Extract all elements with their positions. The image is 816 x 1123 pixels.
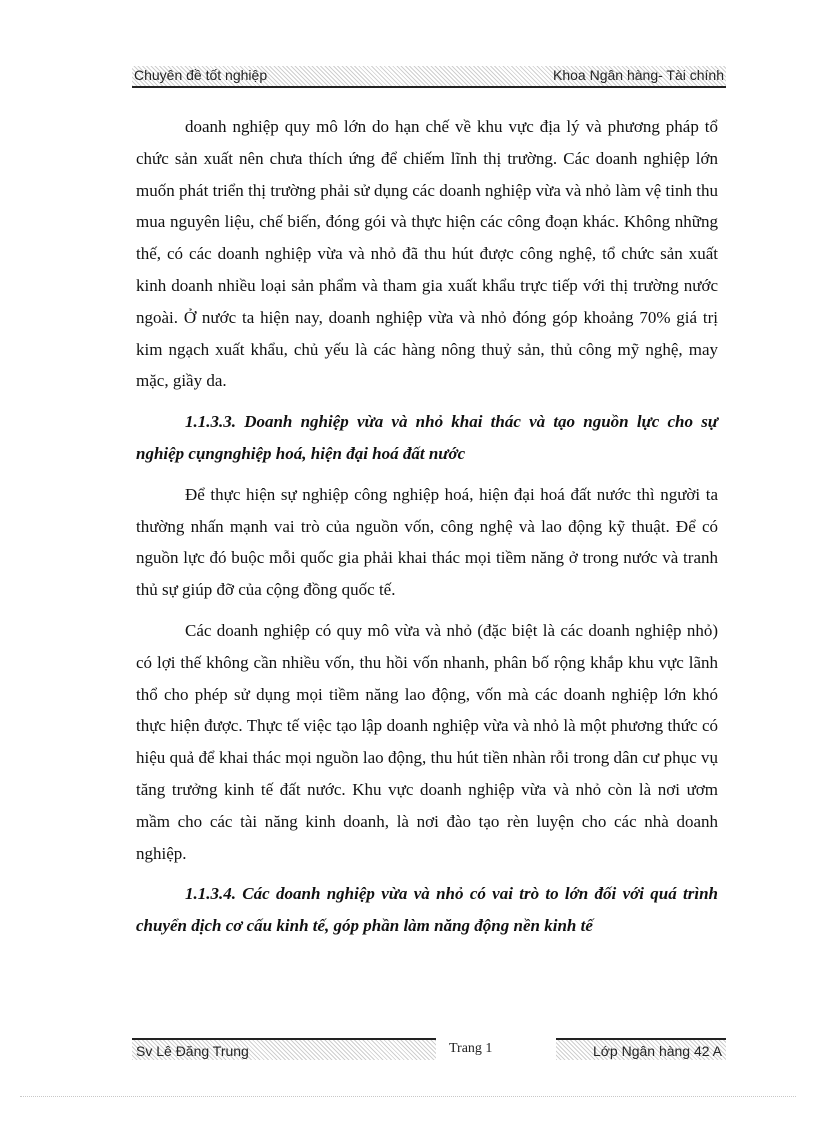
paragraph-1: doanh nghiệp quy mô lớn do hạn chế về khu vực địa lý và phương pháp tổ chức sản xuất nên chưa thích ứng để chiếm lĩnh thị trường. Các doanh nghiệp lớn muốn phát triển thị trường phải sử dụng các doanh nghiệp vừa và nhỏ làm vệ tinh thu mua nguyên liệu, chế biến, đóng gói và thực hiện các công đoạn khác. Không những thế, có các doanh nghiệp vừa và nhỏ đã thu hút được công nghệ, tổ chức sản xuất kinh doanh nhiều loại sản phẩm và tham gia xuất khẩu trực tiếp với thị trường nước ngoài. Ở nước ta hiện nay, doanh nghiệp vừa và nhỏ đóng góp khoảng 70% giá trị kim ngạch xuất khẩu, chủ yếu là các hàng nông thuỷ sản, thủ công mỹ nghệ, may mặc, giầy da. <box>136 117 718 391</box>
paragraph-2: Để thực hiện sự nghiệp công nghiệp hoá, hiện đại hoá đất nước thì người ta thường nhấn mạnh vai trò của nguồn vốn, công nghệ và lao động kỹ thuật. Để có nguồn lực đó buộc mỗi quốc gia phải khai thác mọi tiềm năng ở trong nước và tranh thủ sự giúp đỡ của cộng đồng quốc tế. <box>136 484 718 600</box>
footer-author: Sv Lê Đăng Trung <box>136 1043 249 1059</box>
document-body <box>136 111 718 942</box>
footer-page-number: Trang 1 <box>449 1041 493 1056</box>
header-right-text: Khoa Ngân hàng- Tài chính <box>553 67 724 83</box>
footer-left-band <box>132 1038 436 1060</box>
section-heading-1-1-3-3: 1.1.3.3. Doanh nghiệp vừa và nhỏ khai thác và tạo nguồn lực cho sự nghiệp cụngnghiệp hoá, hiện đại hoá đất nước <box>136 412 718 463</box>
footer-class: Lớp Ngân hàng 42 A <box>592 1043 722 1059</box>
section-heading-1-1-3-4: 1.1.3.4. Các doanh nghiệp vừa và nhỏ có vai trò to lớn đối với quá trình chuyển dịch cơ cấu kinh tế, góp phần làm năng động nền kinh tế <box>136 884 718 936</box>
page-break-divider <box>20 1096 796 1097</box>
footer-right-band <box>556 1038 726 1060</box>
paragraph-3: Các doanh nghiệp có quy mô vừa và nhỏ (đặc biệt là các doanh nghiệp nhỏ) có lợi thế không cần nhiều vốn, thu hồi vốn nhanh, phân bố rộng khắp khu vực lãnh thổ cho phép sử dụng mọi tiềm năng lao động, vốn mà các doanh nghiệp lớn khó thực hiện được. Thực tế việc tạo lập doanh nghiệp vừa và nhỏ là một phương thức có hiệu quả để khai thác mọi nguồn lao động, thu hút tiền nhàn rỗi trong dân cư phục vụ tăng trưởng kinh tế đất nước. Khu vực doanh nghiệp vừa và nhỏ còn là nơi ươm mầm cho các tài năng kinh doanh, là nơi đào tạo rèn luyện cho các nhà doanh nghiệp. <box>136 620 718 863</box>
header-left-text: Chuyên đề tốt nghiệp <box>134 67 268 83</box>
page-header <box>132 66 726 88</box>
